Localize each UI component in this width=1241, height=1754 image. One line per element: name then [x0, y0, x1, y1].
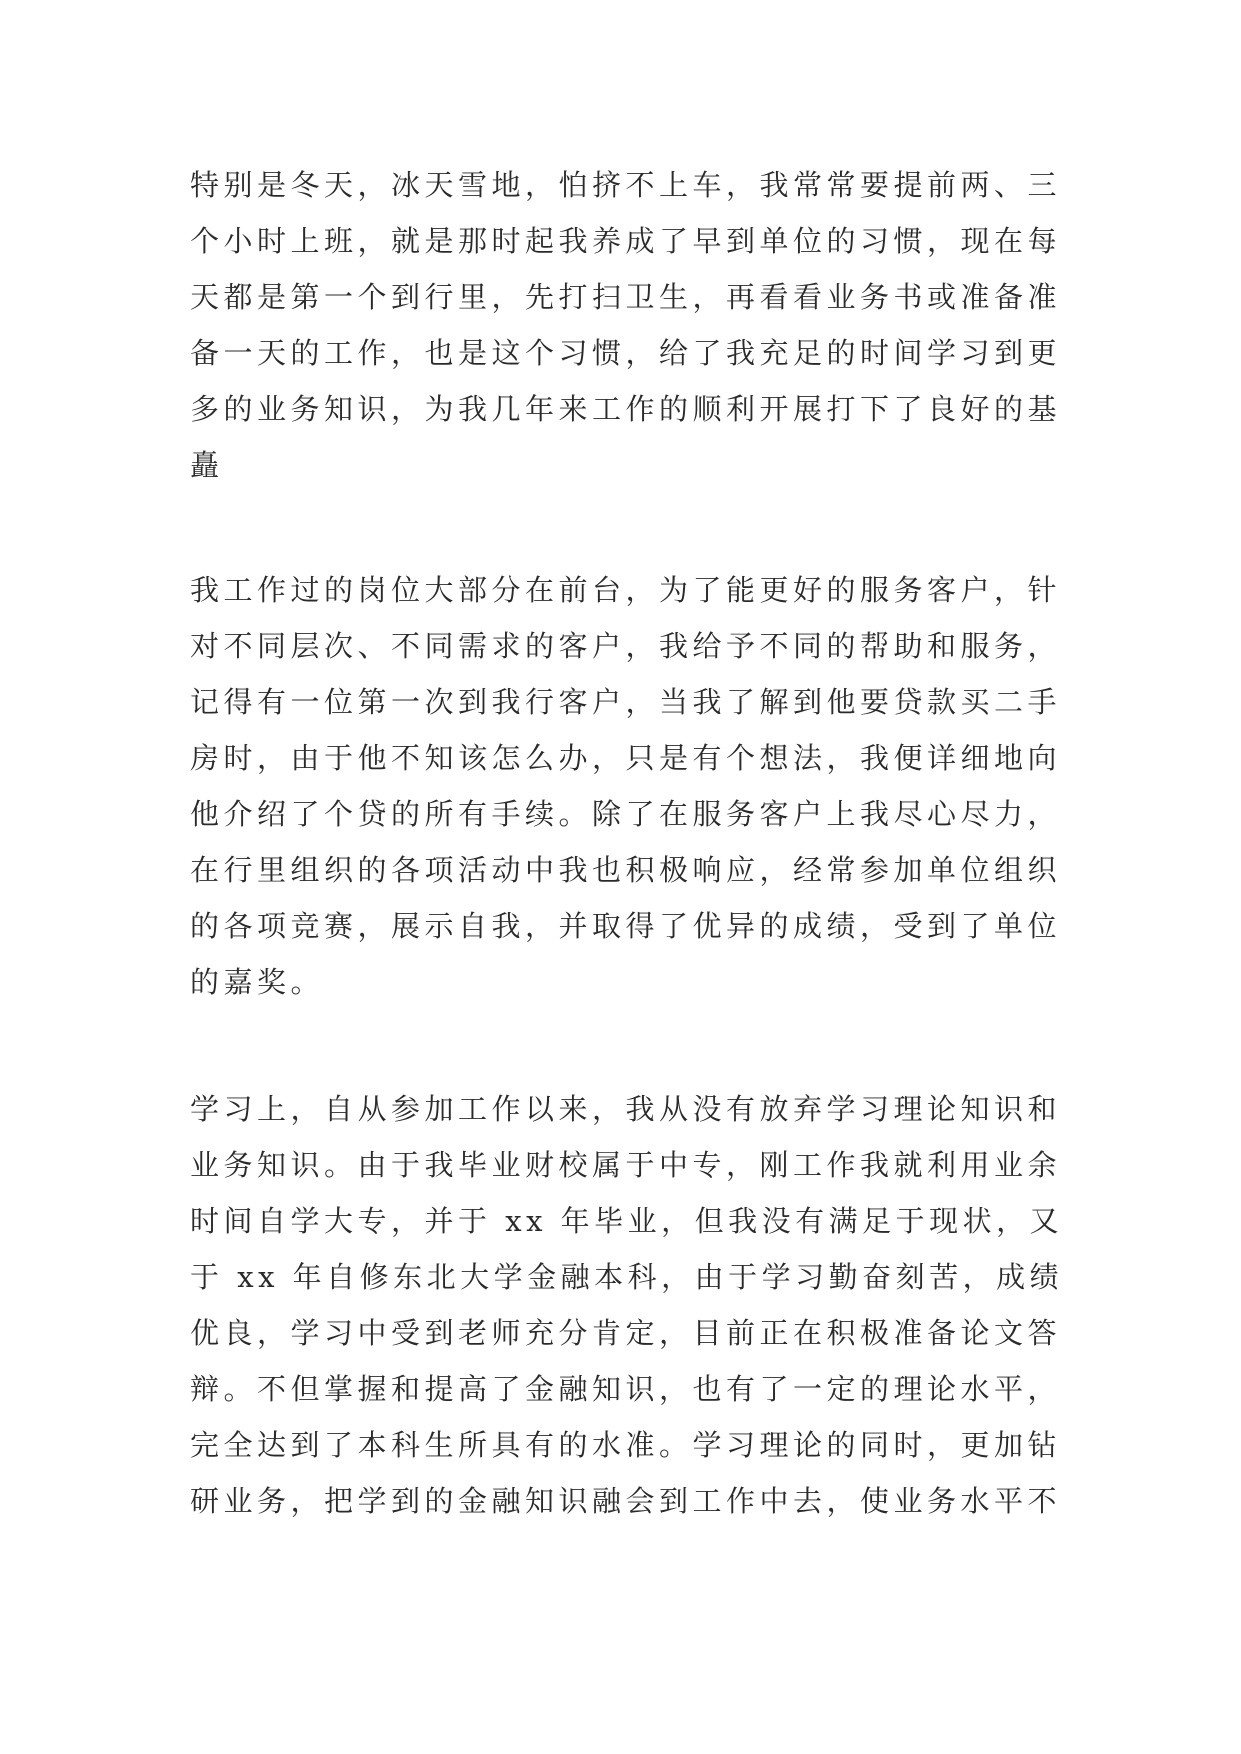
text-line: 特别是冬天，冰天雪地，怕挤不上车，我常常要提前两、三	[190, 168, 1062, 202]
text-line: 房时，由于他不知该怎么办，只是有个想法，我便详细地向	[190, 741, 1062, 775]
text-line: 时间自学大专，并于 xx 年毕业，但我没有满足于现状，又	[190, 1204, 1064, 1238]
text-line: 他介绍了个贷的所有手续。除了在服务客户上我尽心尽力，	[190, 797, 1062, 831]
text-line: 研业务，把学到的金融知识融会到工作中去，使业务水平不	[190, 1484, 1062, 1518]
text-line: 对不同层次、不同需求的客户，我给予不同的帮助和服务，	[190, 629, 1062, 663]
text-line: 矗	[190, 448, 224, 482]
text-line: 多的业务知识，为我几年来工作的顺利开展打下了良好的基	[190, 392, 1062, 426]
text-line: 完全达到了本科生所具有的水准。学习理论的同时，更加钻	[190, 1428, 1062, 1462]
text-line: 学习上，自从参加工作以来，我从没有放弃学习理论知识和	[190, 1092, 1062, 1126]
text-line: 辩。不但掌握和提高了金融知识，也有了一定的理论水平，	[190, 1372, 1062, 1406]
text-line: 业务知识。由于我毕业财校属于中专，刚工作我就利用业余	[190, 1148, 1062, 1182]
paragraph-commute-habit	[190, 157, 1060, 493]
text-line: 在行里组织的各项活动中我也积极响应，经常参加单位组织	[190, 853, 1062, 887]
text-line: 天都是第一个到行里，先打扫卫生，再看看业务书或准备准	[190, 280, 1062, 314]
text-line: 个小时上班，就是那时起我养成了早到单位的习惯，现在每	[190, 224, 1062, 258]
text-line: 优良，学习中受到老师充分肯定，目前正在积极准备论文答	[190, 1316, 1062, 1350]
paragraph-customer-service	[190, 562, 1060, 1010]
text-line: 于 xx 年自修东北大学金融本科，由于学习勤奋刻苦，成绩	[190, 1260, 1064, 1294]
text-line: 记得有一位第一次到我行客户，当我了解到他要贷款买二手	[190, 685, 1062, 719]
paragraph-study	[190, 1081, 1064, 1529]
text-line: 备一天的工作，也是这个习惯，给了我充足的时间学习到更	[190, 336, 1062, 370]
text-line: 我工作过的岗位大部分在前台，为了能更好的服务客户，针	[190, 573, 1062, 607]
text-line: 的嘉奖。	[190, 965, 325, 999]
text-line: 的各项竞赛，展示自我，并取得了优异的成绩，受到了单位	[190, 909, 1062, 943]
